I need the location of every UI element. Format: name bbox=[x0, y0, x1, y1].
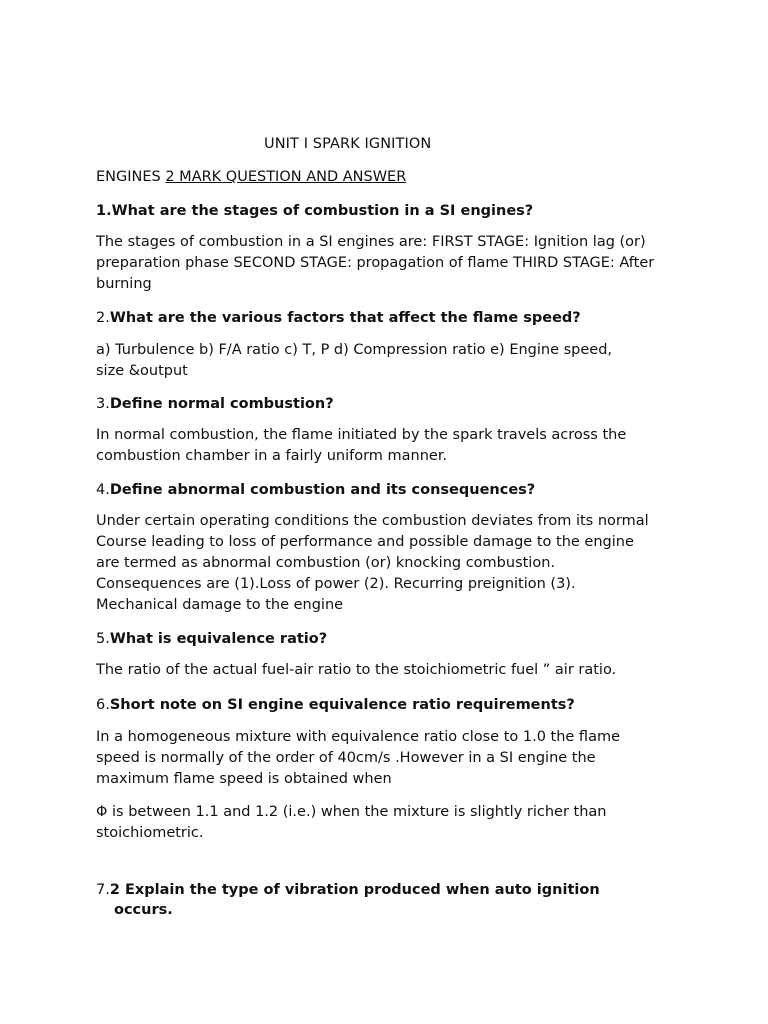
question-3 bbox=[96, 394, 696, 414]
question-text: Define normal combustion? bbox=[109, 396, 334, 412]
answer-line: preparation phase SECOND STAGE: propagation of flame THIRD STAGE: After bbox=[96, 255, 655, 271]
question-number: 2. bbox=[96, 310, 110, 326]
answer-line: Course leading to loss of performance and possible damage to the engine bbox=[96, 534, 634, 550]
question-text: What are the stages of combustion in a SI engines? bbox=[111, 203, 534, 219]
subtitle-prefix: ENGINES bbox=[96, 169, 161, 185]
answer-3 bbox=[96, 425, 686, 467]
answer-1 bbox=[96, 232, 686, 295]
question-7 bbox=[96, 880, 656, 920]
question-text: 2 Explain the type of vibration produced when auto ignition bbox=[109, 882, 600, 898]
answer-line: stoichiometric. bbox=[96, 825, 204, 841]
answer-4 bbox=[96, 511, 686, 616]
answer-line: size &output bbox=[96, 363, 188, 379]
answer-line: combustion chamber in a fairly uniform manner. bbox=[96, 448, 448, 464]
question-text: What are the various factors that affect the flame speed? bbox=[109, 310, 581, 326]
question-number: 4. bbox=[96, 482, 110, 498]
answer-line: Φ is between 1.1 and 1.2 (i.e.) when the mixture is slightly richer than bbox=[96, 804, 607, 820]
answer-line: In normal combustion, the flame initiated by the spark travels across the bbox=[96, 427, 627, 443]
answer-6-continued bbox=[96, 802, 686, 844]
question-1 bbox=[96, 201, 696, 221]
question-number: 1. bbox=[96, 203, 112, 219]
question-text: Define abnormal combustion and its consequences? bbox=[109, 482, 536, 498]
question-4 bbox=[96, 480, 696, 500]
answer-2 bbox=[96, 340, 686, 382]
page-title: UNIT I SPARK IGNITION bbox=[264, 136, 432, 152]
answer-line: Mechanical damage to the engine bbox=[96, 597, 344, 613]
question-5 bbox=[96, 629, 696, 649]
answer-line: burning bbox=[96, 276, 152, 292]
question-number: 3. bbox=[96, 396, 110, 412]
answer-line: The stages of combustion in a SI engines are: FIRST STAGE: Ignition lag (or) bbox=[96, 234, 646, 250]
question-number: 5. bbox=[96, 631, 110, 647]
answer-line: Consequences are (1).Loss of power (2). Recurring preignition (3). bbox=[96, 576, 576, 592]
question-2 bbox=[96, 308, 696, 328]
question-number: 6. bbox=[96, 697, 110, 713]
answer-line: In a homogeneous mixture with equivalence ratio close to 1.0 the flame bbox=[96, 729, 620, 745]
question-text: Short note on SI engine equivalence ratio requirements? bbox=[109, 697, 575, 713]
question-text: What is equivalence ratio? bbox=[109, 631, 328, 647]
answer-5 bbox=[96, 660, 686, 681]
subtitle-underlined: 2 MARK QUESTION AND ANSWER bbox=[165, 169, 407, 185]
question-6 bbox=[96, 695, 696, 715]
answer-6 bbox=[96, 727, 686, 790]
page-subtitle bbox=[96, 169, 406, 185]
answer-line: maximum flame speed is obtained when bbox=[96, 771, 392, 787]
answer-line: Under certain operating conditions the combustion deviates from its normal bbox=[96, 513, 649, 529]
answer-line: speed is normally of the order of 40cm/s .However in a SI engine the bbox=[96, 750, 596, 766]
question-number: 7. bbox=[96, 882, 110, 898]
answer-line: a) Turbulence b) F/A ratio c) T, P d) Compression ratio e) Engine speed, bbox=[96, 342, 613, 358]
question-text-continued: occurs. bbox=[114, 902, 173, 918]
answer-line: are termed as abnormal combustion (or) knocking combustion. bbox=[96, 555, 556, 571]
answer-line: The ratio of the actual fuel-air ratio to the stoichiometric fuel ” air ratio. bbox=[96, 662, 617, 678]
